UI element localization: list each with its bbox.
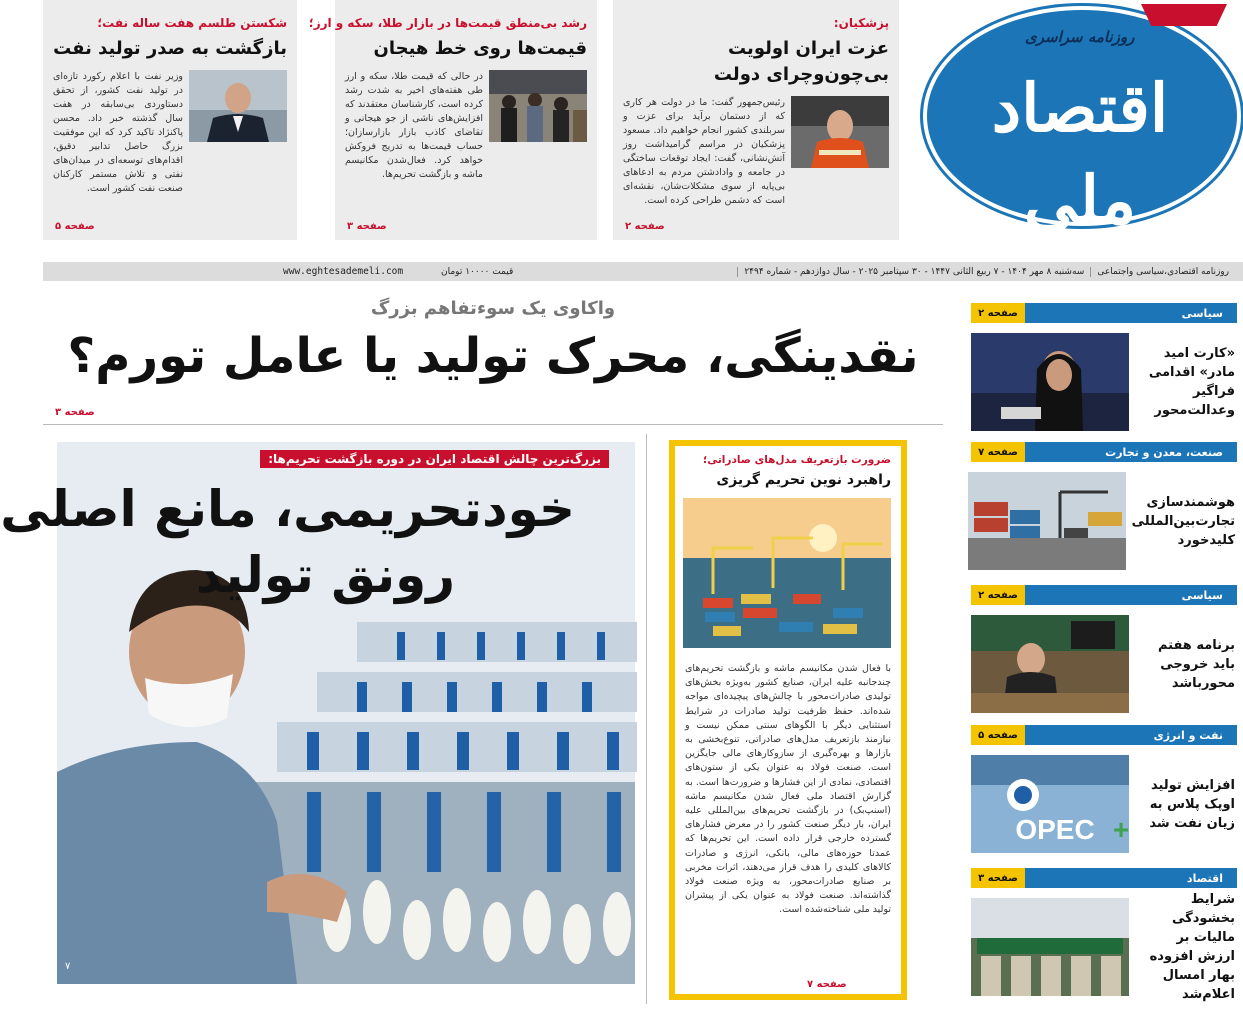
sidebar-item-tax[interactable] xyxy=(971,868,1237,1002)
sidebar-section: نفت و انرژی xyxy=(1153,728,1223,742)
sidebar-headline[interactable]: شرایط بخشودگی مالیات بر ارزش افزوده بهار امسال اعلام‌شد xyxy=(1149,892,1235,1002)
teaser-text: رئیس‌جمهور گفت: ما در دولت هر کاری که از دستمان برآید برای عزت و سربلندی کشور انجام خواهیم داد. مسعود پزشکیان در مراسم گرامیداشت روز آتش‌نشانی، گفت: ایجاد توقعات ساختگی در جامعه و وادادشتن مردم به ادعاهای بی‌پایه از سوی مشکلات‌شان، نقشه‌ای است که دشمن طراحی کرده است. xyxy=(623,97,785,206)
teaser-kicker: رشد بی‌منطق قیمت‌ها در بازار طلا، سکه و ارز؛ xyxy=(308,16,587,30)
lead-headline[interactable]: نقدینگی، محرک تولید یا عامل تورم؟ xyxy=(67,328,919,384)
sidebar-page[interactable]: صفحه ۵ xyxy=(971,725,1025,745)
lead-page[interactable]: صفحه ۳ xyxy=(55,407,95,418)
masthead[interactable] xyxy=(915,0,1243,258)
sidebar-section: اقتصاد xyxy=(1186,871,1223,885)
sidebar-tagbar xyxy=(971,442,1237,462)
box-headline[interactable]: راهبرد نوین تحریم گریزی xyxy=(716,472,891,488)
sidebar-section: سیاسی xyxy=(1181,306,1223,320)
teaser-text: وزیر نفت با اعلام رکورد تازه‌ای در تولید نفت کشور، از تحقق دستاوردی بی‌سابقه در هفت سال گذشته خبر داد. محسن پاکنژاد تاکید کرد که این موفقیت بزرگ حاصل تدابیر دقیق، اقدام‌های توسعه‌ای در میدان‌های نفتی و تلاش مستمر کارکنان صنعت نفت کشور است. xyxy=(53,71,183,194)
feature-title-line2[interactable]: رونق تولید xyxy=(195,546,455,604)
teaser-kicker: پزشکیان: xyxy=(833,16,889,30)
website-link[interactable]: www.eghtesademeli.com xyxy=(283,266,404,277)
sidebar-page[interactable]: صفحه ۷ xyxy=(971,442,1025,462)
teaser-kicker: شکستن طلسم هفت ساله نفت؛ xyxy=(97,16,287,30)
sidebar-photo-official xyxy=(971,333,1129,431)
sidebar-tagbar xyxy=(971,868,1237,888)
teaser-photo-minister xyxy=(189,70,287,142)
masthead-slogan: روزنامه سراسری xyxy=(1025,28,1135,46)
teaser-prices[interactable] xyxy=(308,0,597,240)
feature-title-line1[interactable]: خودتحریمی، مانع اصلی xyxy=(0,480,575,538)
teaser-oil[interactable] xyxy=(43,0,297,240)
opec-plus-icon: + xyxy=(1112,814,1130,845)
teaser-text: در حالی که قیمت طلا، سکه و ارز طی هفته‌های اخیر به شدت رشد کرده است، کارشناسان معتقدند که افزایش‌های ناشی از جو هیجانی و تقاضای کاذب بازار بازارسازان؛ حساب قیمت‌ها به تدریج فروکش خواهد کرد. فعال‌شدن مکانیسم ماشه و بازگشت تحریم‌ها. xyxy=(345,71,483,180)
sidebar-headline[interactable]: «کارت امید مادر» اقدامی فراگیر وعدالت‌محور xyxy=(1148,346,1235,418)
sidebar-photo-parliament xyxy=(971,615,1129,713)
sidebar-headline[interactable]: هوشمندسازی تجارت‌بین‌المللی کلیدخورد xyxy=(1131,494,1235,548)
sidebar-page[interactable]: صفحه ۲ xyxy=(971,303,1025,323)
teaser-headline[interactable]: عزت ایران اولویت بی‌چون‌وچرای دولت xyxy=(713,38,889,85)
feature-story[interactable] xyxy=(0,442,635,984)
issue-date: سه‌شنبه ۸ مهر ۱۴۰۴ - ۷ ربیع الثانی ۱۴۴۷ - ۳۰ سپتامبر ۲۰۲۵ - سال دوازدهم - شماره ۲۴۹۴ xyxy=(737,267,1090,277)
corner-flag xyxy=(1141,4,1227,26)
date-bar xyxy=(43,262,1243,281)
sidebar-page[interactable]: صفحه ۳ xyxy=(971,868,1025,888)
box-kicker: ضرورت بازتعریف مدل‌های صادراتی؛ xyxy=(703,454,891,466)
sidebar-section: سیاسی xyxy=(1181,588,1223,602)
teaser-headline[interactable]: قیمت‌ها روی خط هیجان xyxy=(373,38,587,59)
sidebar-item-seventh-plan[interactable] xyxy=(971,585,1237,715)
sidebar-item-opec[interactable] xyxy=(971,725,1237,855)
teaser-page[interactable]: صفحه ۲ xyxy=(625,221,665,232)
sidebar-section: صنعت، معدن و تجارت xyxy=(1105,445,1223,459)
sidebar-photo-tax-building xyxy=(971,898,1129,996)
paper-type: روزنامه اقتصادی،سیاسی واجتماعی xyxy=(1090,267,1235,277)
feature-kicker: بزرگ‌ترین چالش اقتصاد ایران در دوره بازگشت تحریم‌ها: xyxy=(260,450,609,468)
teaser-page[interactable]: صفحه ۵ xyxy=(55,221,95,232)
masthead-logo: اقتصاد ملی xyxy=(991,69,1169,239)
sidebar-tagbar xyxy=(971,585,1237,605)
export-strategy-box[interactable] xyxy=(669,440,907,1000)
teaser-photo-president xyxy=(791,96,889,168)
teaser-page[interactable]: صفحه ۳ xyxy=(347,221,387,232)
top-band xyxy=(43,0,1243,258)
sidebar-tagbar xyxy=(971,725,1237,745)
opec-sign-text: OPEC xyxy=(1015,814,1095,845)
box-page[interactable]: صفحه ۷ xyxy=(807,979,847,990)
sidebar-item-trade[interactable] xyxy=(971,442,1237,572)
teaser-headline[interactable]: بازگشت به صدر تولید نفت xyxy=(53,38,287,59)
column-divider xyxy=(646,434,647,1004)
box-text: با فعال شدن مکانیسم ماشه و بازگشت تحریم‌های چندجانبه علیه ایران، صنایع کشور به‌ویژه بخش‌های تولیدی صادرات‌محور با چالش‌های پیچیده‌ای مواجه شده‌اند. حفظ ظرفیت تولید صادرات در شرایط استثنایی دیگر با الگوهای سنتی ممکن نیست و نیازمند بازتعریف مدل‌های صادراتی، تنوع‌بخشی به بازارها و بهره‌گیری از سازوکارهای مالی جایگزین است. صنعت فولاد به عنوان یکی از ستون‌های اقتصادی، نمادی از این فشارها و ضرورت‌ها است. به گزارش اقتصاد ملی فعال شدن مکانیسم ماشه (اسنپ‌بک) در بازگشت تحریم‌های بین‌المللی علیه ایران، بار دیگر صنعت کشور را در معرض فشارهای گسترده خارجی قرار داده است. این تحریم‌ها که عمدتا حوزه‌های مالی، بانکی، انرژی و صادرات کالاهای کلیدی را هدف قرار می‌دهند، اثرات مخربی بر صنایع صادرات‌محور، به ویژه صنعت فولاد گذاشته‌اند. صنعت فولاد به عنوان یکی از پیشران تولید ملی شناخته‌شده است. xyxy=(685,663,891,916)
divider xyxy=(43,424,943,425)
lead-supertitle: واکاوی یک سوء‌تفاهم بزرگ xyxy=(370,298,616,319)
sidebar-page[interactable]: صفحه ۲ xyxy=(971,585,1025,605)
teaser-photo-crowd xyxy=(489,70,587,142)
sidebar-tagbar xyxy=(971,303,1237,323)
teaser-pezeshkian[interactable] xyxy=(613,0,899,240)
sidebar-photo-opec xyxy=(971,755,1129,853)
price: قیمت ۱۰۰۰۰ تومان xyxy=(441,266,514,277)
sidebar-headline[interactable]: افزایش تولید اوپک پلاس به زیان نفت شد xyxy=(1149,777,1235,831)
sidebar-headline[interactable]: برنامه هفتم باید خروجی محورباشد xyxy=(1157,637,1235,691)
sidebar-item-mother-card[interactable] xyxy=(971,303,1237,433)
sidebar-photo-containers xyxy=(968,472,1126,570)
box-photo-port xyxy=(683,498,891,648)
feature-page[interactable]: ۷ xyxy=(65,961,71,972)
